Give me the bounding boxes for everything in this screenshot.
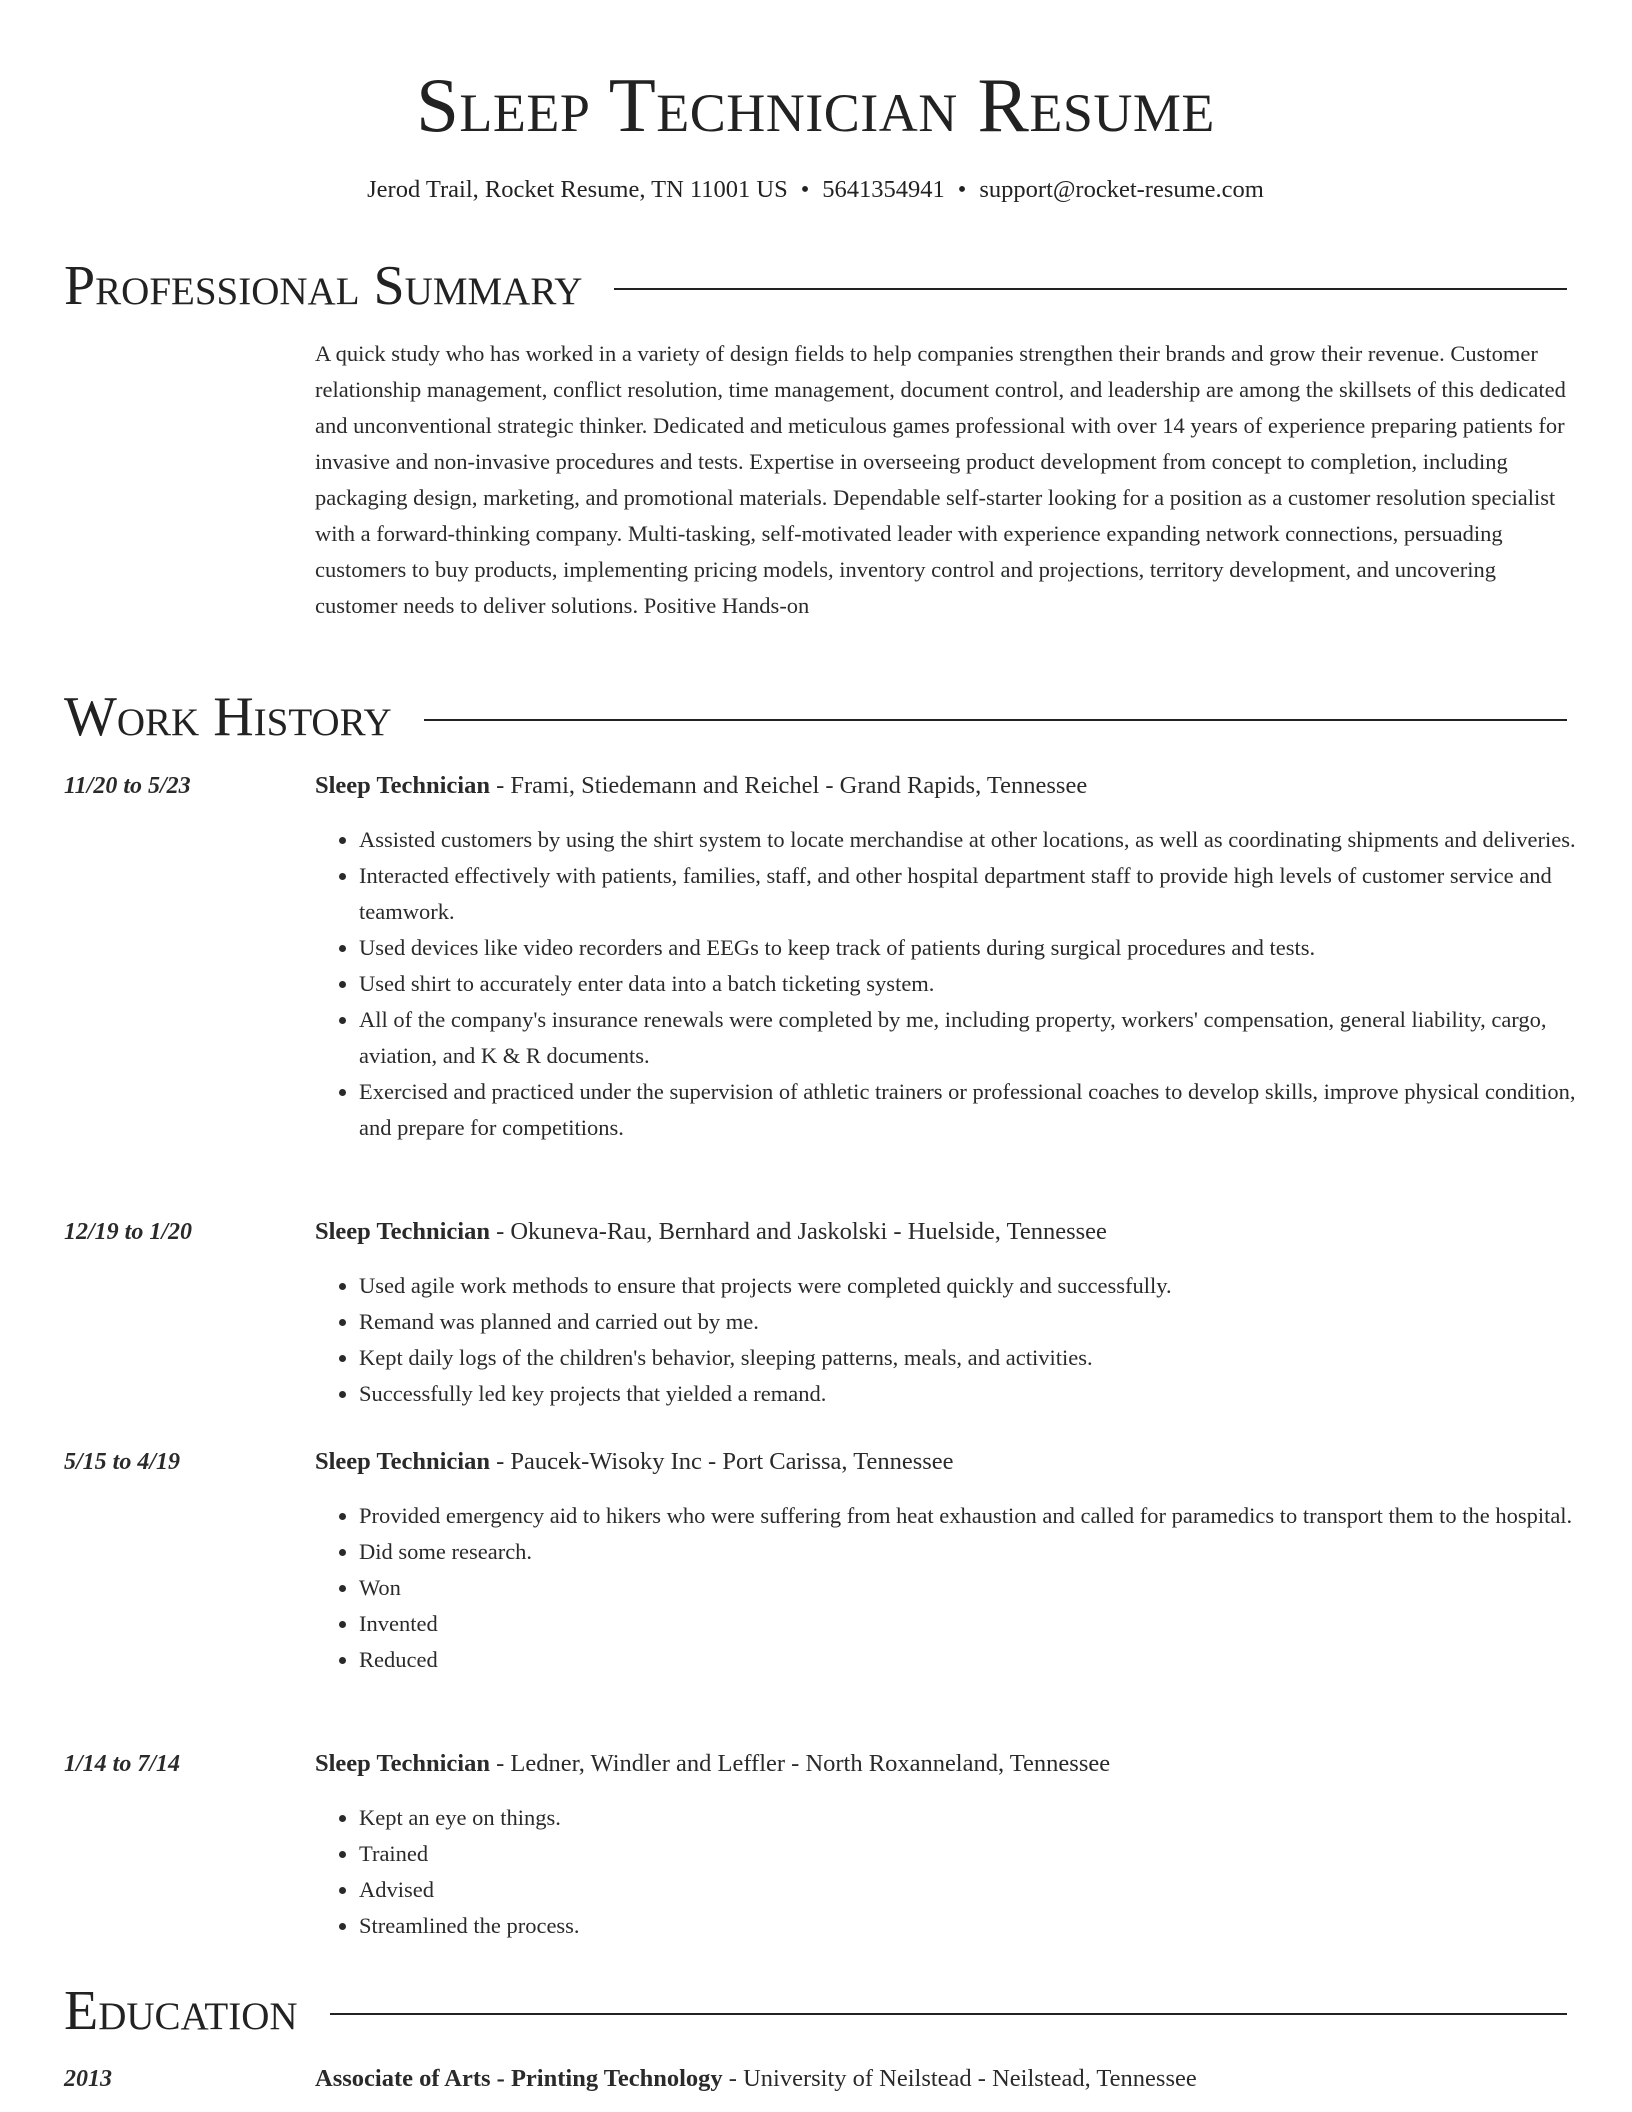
job-bullet: • All of the company's insurance renewals were completed by me, including property, workers' compensation, general liability, cargo, aviation, and K & R documents. (359, 1002, 1611, 1074)
job-bullet: • Exercised and practiced under the supervision of athletic trainers or professional coaches to develop skills, improve physical condition, and prepare for competitions. (359, 1074, 1611, 1146)
resume-title: Sleep Technician Resume (416, 62, 1215, 148)
summary-section-header (64, 253, 1567, 319)
job-bullet: • Provided emergency aid to hikers who were suffering from heat exhaustion and called for paramedics to transport them to the hospital. (359, 1498, 1611, 1534)
education-section-header (64, 1978, 1567, 2044)
section-divider (424, 719, 1567, 721)
job-bullet: • Streamlined the process. (359, 1908, 1611, 1944)
contact-phone: 5641354941 (822, 176, 945, 203)
contact-separator: • (957, 176, 967, 203)
job-role: Sleep Technician (315, 1218, 490, 1245)
job-title-line (315, 1214, 1567, 1250)
contact-line (64, 173, 1567, 207)
job-bullet: • Kept daily logs of the children's behavior, sleeping patterns, meals, and activities. (359, 1340, 1611, 1376)
job-bullet: • Invented (359, 1606, 1611, 1642)
work-section-header (64, 684, 1567, 750)
job-bullet: • Advised (359, 1872, 1611, 1908)
section-divider (614, 288, 1567, 290)
job-bullets (315, 1800, 1611, 1944)
contact-separator: • (800, 176, 810, 203)
job-bullets (315, 822, 1611, 1146)
job-details: - Ledner, Windler and Leffler - North Roxanneland, Tennessee (489, 1750, 1111, 1777)
job-bullet: • Won (359, 1570, 1611, 1606)
job-bullets (315, 1268, 1611, 1412)
education-degree: Associate of Arts - Printing Technology (315, 2065, 723, 2092)
work-heading: Work History (64, 686, 392, 748)
contact-address: Jerod Trail, Rocket Resume, TN 11001 US (367, 176, 788, 203)
contact-email: support@rocket-resume.com (979, 176, 1264, 203)
job-details: - Paucek-Wisoky Inc - Port Carissa, Tennessee (489, 1448, 954, 1475)
summary-heading: Professional Summary (64, 255, 583, 317)
job-bullet: • Assisted customers by using the shirt system to locate merchandise at other locations, as well as coordinating shipments and deliveries. (359, 822, 1611, 858)
job-title-line (315, 1746, 1567, 1782)
job-bullet: • Used shirt to accurately enter data into a batch ticketing system. (359, 966, 1611, 1002)
job-bullet: • Used agile work methods to ensure that projects were completed quickly and successfully. (359, 1268, 1611, 1304)
job-bullet: • Used devices like video recorders and EEGs to keep track of patients during surgical procedures and tests. (359, 930, 1611, 966)
job-bullet: • Trained (359, 1836, 1611, 1872)
section-divider (330, 2013, 1567, 2015)
education-heading: Education (64, 1980, 298, 2042)
education-year: 2013 (64, 2066, 112, 2092)
job-details: - Okuneva-Rau, Bernhard and Jaskolski - Huelside, Tennessee (489, 1218, 1107, 1245)
job-bullet: • Reduced (359, 1642, 1611, 1678)
education-details: - University of Neilstead - Neilstead, Tennessee (722, 2065, 1197, 2092)
job-bullet: • Did some research. (359, 1534, 1611, 1570)
summary-text: A quick study who has worked in a variety of design fields to help companies strengthen their brands and grow their revenue. Customer relationship management, conflict resolution, time management, document control, and leadership are among the skillsets of this dedicated and unconventional strategic thinker. Dedicated and meticulous games professional with over 14 years of experience preparing patients for invasive and non-invasive procedures and tests. Expertise in overseeing product development from concept to completion, including packaging design, marketing, and promotional materials. Dependable self-starter looking for a position as a customer resolution specialist with a forward-thinking company. Multi-tasking, self-motivated leader with experience expanding network connections, persuading customers to buy products, implementing pricing models, inventory control and projections, territory development, and uncovering customer needs to deliver solutions. Positive Hands-on (315, 341, 1566, 618)
job-bullets (315, 1498, 1611, 1678)
job-role: Sleep Technician (315, 1750, 490, 1777)
job-bullet: • Kept an eye on things. (359, 1800, 1611, 1836)
education-line (315, 2061, 1567, 2097)
job-dates: 1/14 to 7/14 (64, 1751, 181, 1777)
job-dates: 12/19 to 1/20 (64, 1219, 193, 1245)
job-role: Sleep Technician (315, 1448, 490, 1475)
job-role: Sleep Technician (315, 772, 490, 799)
job-title-line (315, 768, 1567, 804)
job-title-line (315, 1444, 1567, 1480)
job-bullet: • Interacted effectively with patients, families, staff, and other hospital department staff to provide high levels of customer service and teamwork. (359, 858, 1611, 930)
job-bullet: • Remand was planned and carried out by me. (359, 1304, 1611, 1340)
job-bullet: • Successfully led key projects that yielded a remand. (359, 1376, 1611, 1412)
job-details: - Frami, Stiedemann and Reichel - Grand Rapids, Tennessee (489, 772, 1088, 799)
job-dates: 5/15 to 4/19 (64, 1449, 181, 1475)
job-dates: 11/20 to 5/23 (64, 773, 191, 799)
